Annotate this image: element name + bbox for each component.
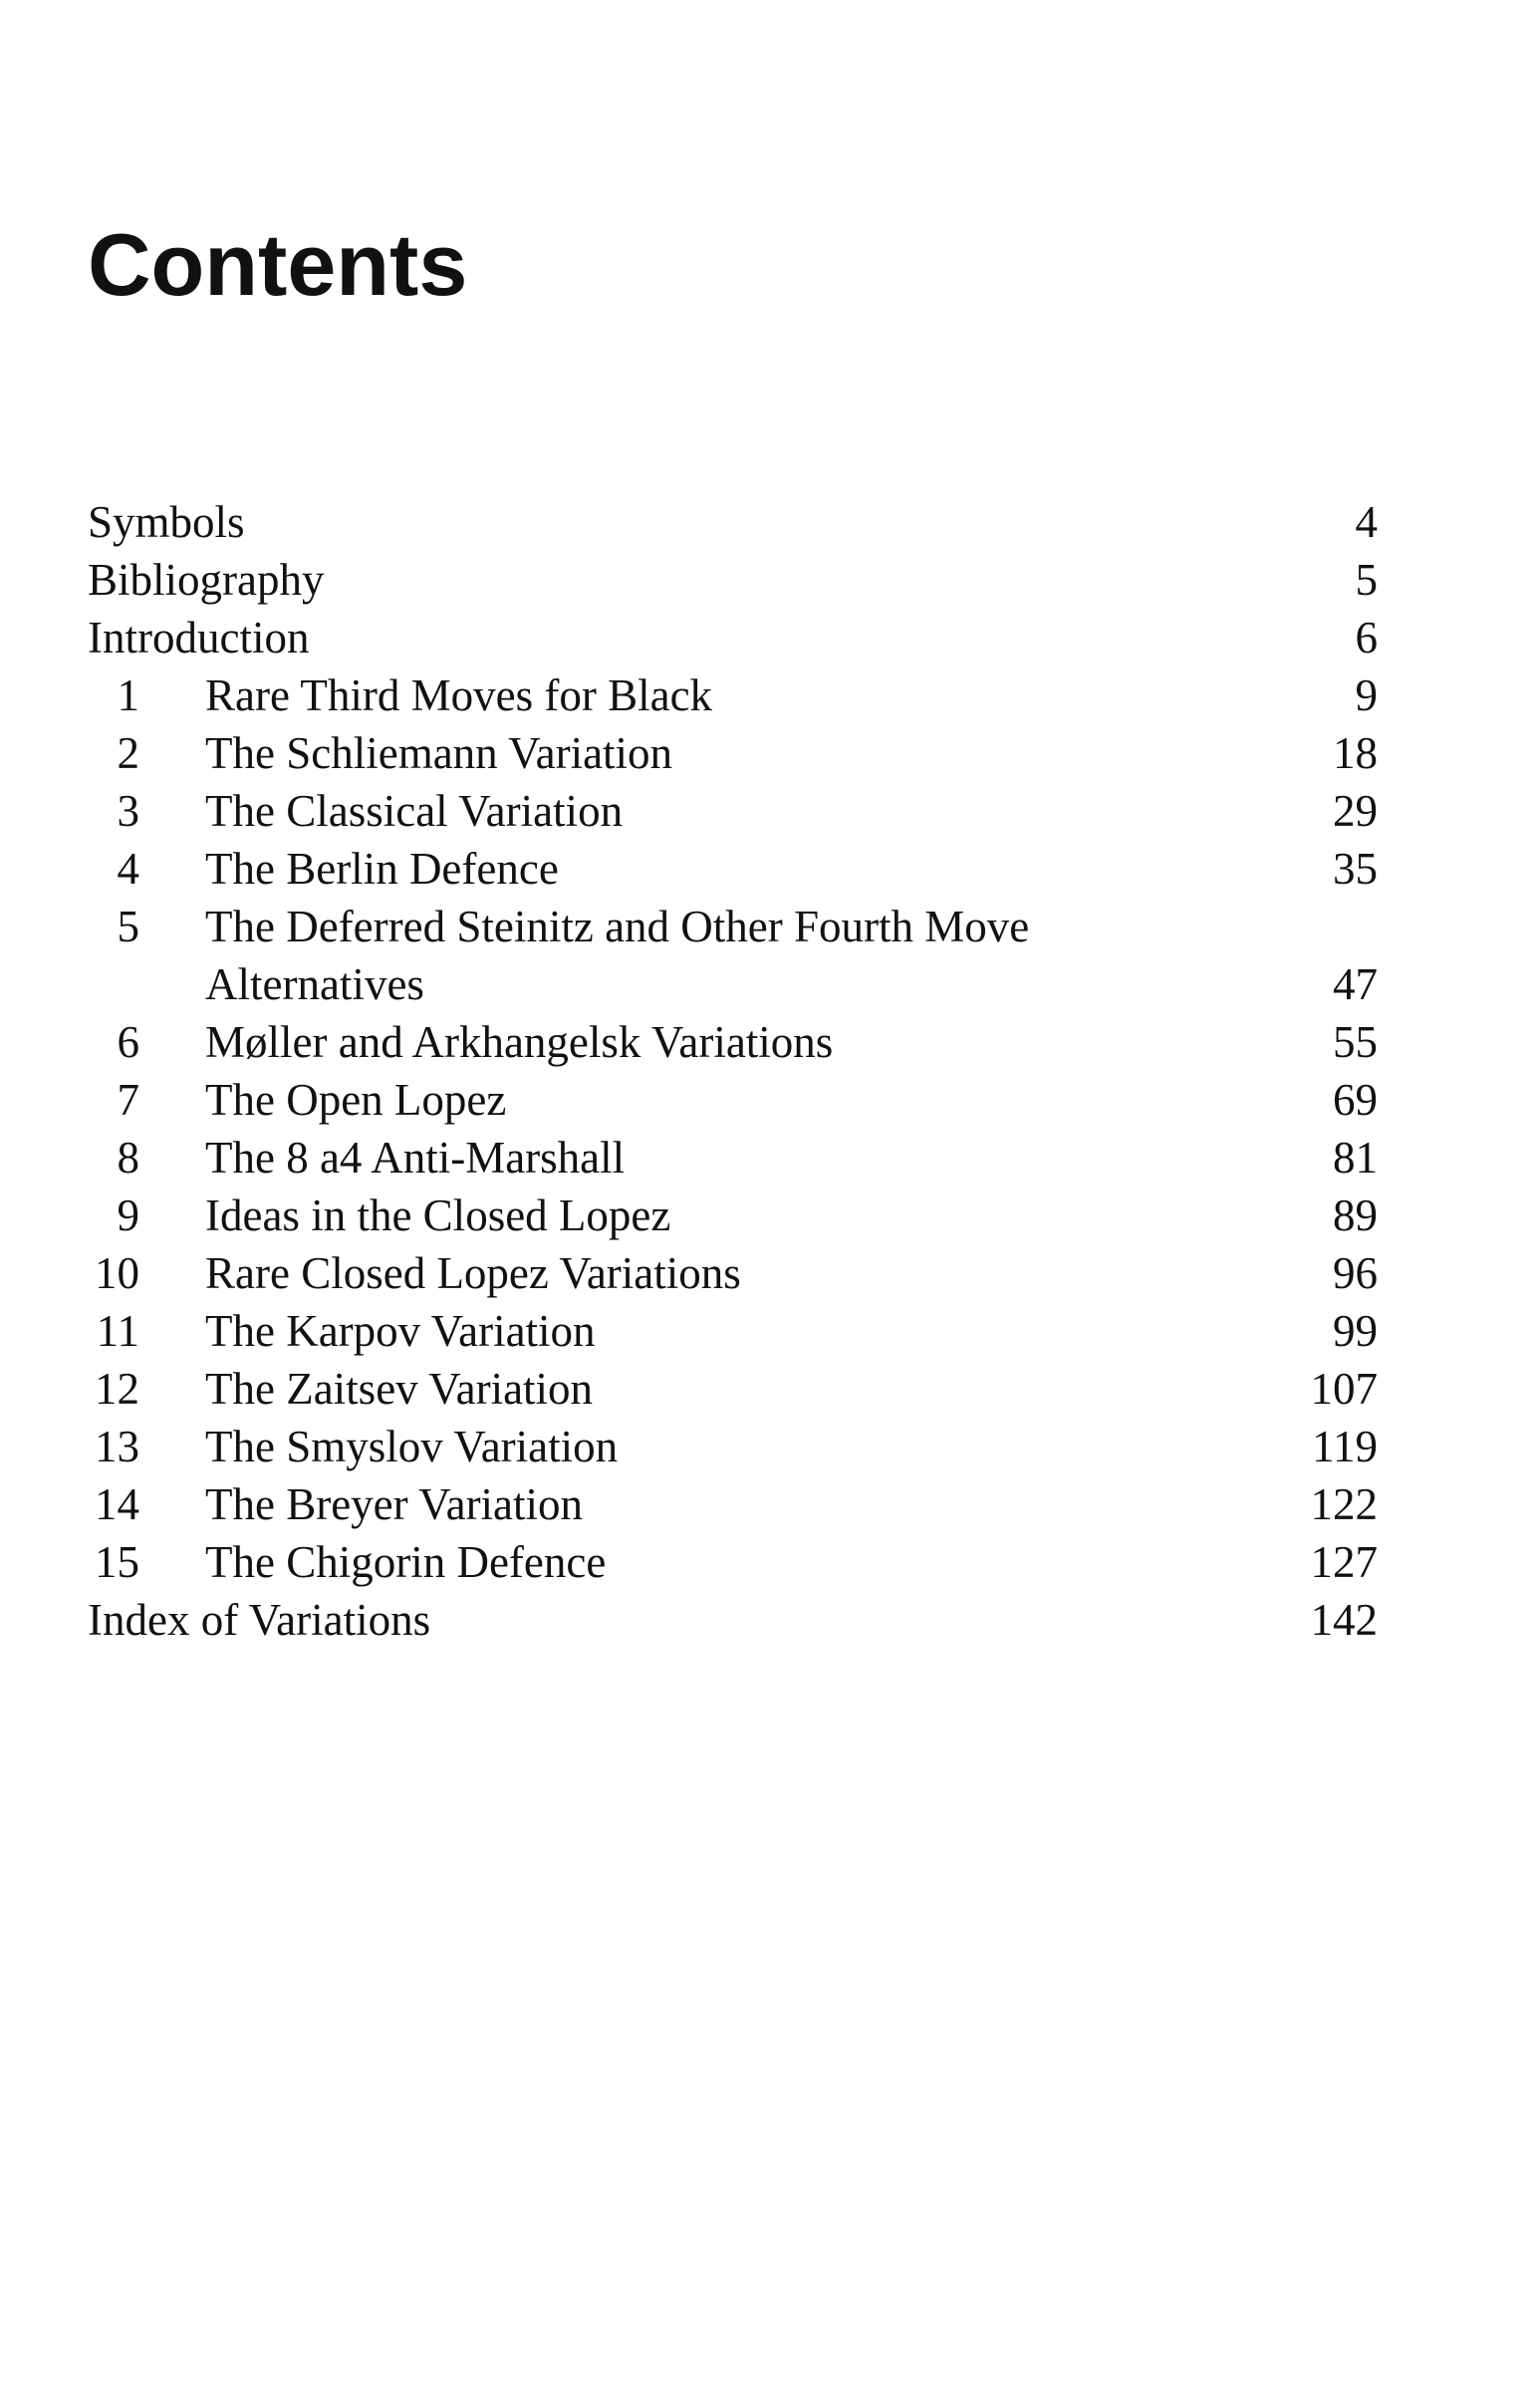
toc-entry-page: 5 [1355, 555, 1378, 605]
chapter-number: 3 [117, 786, 139, 836]
chapter-title: Rare Closed Lopez Variations [205, 1248, 741, 1298]
chapter-page: 35 [1333, 844, 1378, 894]
chapter-number: 6 [117, 1017, 139, 1067]
toc-chapter-1[interactable] [88, 666, 1378, 724]
toc-chapter-8[interactable] [88, 1129, 1378, 1187]
toc-entry-bibliography[interactable] [88, 551, 1378, 609]
chapter-page: 96 [1333, 1248, 1378, 1298]
chapter-page: 122 [1310, 1479, 1378, 1529]
chapter-number: 12 [95, 1364, 139, 1414]
chapter-title: The Breyer Variation [205, 1479, 584, 1529]
toc-chapter-4[interactable] [88, 840, 1378, 898]
toc-entry-page: 4 [1355, 497, 1378, 547]
chapter-number: 13 [95, 1422, 139, 1471]
toc-entry-title: Bibliography [88, 555, 325, 605]
toc-entry-title: Symbols [88, 497, 245, 547]
chapter-number: 8 [117, 1133, 139, 1183]
chapter-page: 69 [1333, 1075, 1378, 1125]
chapter-title: The Zaitsev Variation [205, 1364, 594, 1414]
chapter-number: 7 [117, 1075, 139, 1125]
toc-chapter-10[interactable] [88, 1244, 1378, 1302]
chapter-title: The Karpov Variation [205, 1306, 596, 1356]
chapter-number: 14 [95, 1479, 139, 1529]
toc-chapter-13[interactable] [88, 1418, 1378, 1475]
toc-chapter-15[interactable] [88, 1533, 1378, 1591]
chapter-number: 5 [117, 902, 139, 951]
chapter-page: 81 [1333, 1133, 1378, 1183]
chapter-title: The Classical Variation [205, 786, 624, 836]
toc-chapter-3[interactable] [88, 782, 1378, 840]
toc-entry-title: Introduction [88, 613, 310, 662]
chapter-page: 99 [1333, 1306, 1378, 1356]
toc-entry-title: Index of Variations [88, 1595, 431, 1645]
toc-chapter-9[interactable] [88, 1187, 1378, 1244]
chapter-title: The Chigorin Defence [205, 1537, 607, 1587]
toc-chapter-2[interactable] [88, 724, 1378, 782]
chapter-number: 2 [117, 728, 139, 778]
chapter-number: 15 [95, 1537, 139, 1587]
chapter-page: 9 [1355, 670, 1378, 720]
chapter-title: The Smyslov Variation [205, 1422, 619, 1471]
toc-chapter-6[interactable] [88, 1013, 1378, 1071]
toc-chapter-14[interactable] [88, 1475, 1378, 1533]
toc-entry-introduction[interactable] [88, 609, 1378, 666]
chapter-number: 11 [96, 1306, 139, 1356]
chapter-page: 18 [1333, 728, 1378, 778]
chapter-page: 89 [1333, 1190, 1378, 1240]
chapter-title: Møller and Arkhangelsk Variations [205, 1017, 834, 1067]
toc-entry-index[interactable] [88, 1591, 1378, 1649]
chapter-page: 55 [1333, 1017, 1378, 1067]
page-title: Contents [88, 215, 468, 314]
table-of-contents [88, 493, 1378, 1649]
chapter-title: Ideas in the Closed Lopez [205, 1190, 671, 1240]
chapter-title: The 8 a4 Anti-Marshall [205, 1133, 626, 1183]
chapter-title: The Schliemann Variation [205, 728, 673, 778]
toc-chapter-5[interactable] [88, 898, 1378, 1013]
chapter-number: 4 [117, 844, 139, 894]
chapter-page: 127 [1310, 1537, 1378, 1587]
chapter-number: 9 [117, 1190, 139, 1240]
chapter-page: 47 [1333, 959, 1378, 1009]
chapter-page: 119 [1312, 1422, 1378, 1471]
toc-entry-symbols[interactable] [88, 493, 1378, 551]
toc-entry-page: 142 [1310, 1595, 1378, 1645]
chapter-title: The Deferred Steinitz and Other Fourth Move Alternatives [205, 902, 1030, 1009]
chapter-number: 1 [117, 670, 139, 720]
toc-chapter-12[interactable] [88, 1360, 1378, 1418]
chapter-page: 107 [1310, 1364, 1378, 1414]
chapter-title: The Open Lopez [205, 1075, 507, 1125]
chapter-title: Rare Third Moves for Black [205, 670, 713, 720]
toc-chapter-7[interactable] [88, 1071, 1378, 1129]
toc-entry-page: 6 [1355, 613, 1378, 662]
chapter-page: 29 [1333, 786, 1378, 836]
chapter-title: The Berlin Defence [205, 844, 559, 894]
toc-chapter-11[interactable] [88, 1302, 1378, 1360]
chapter-number: 10 [95, 1248, 139, 1298]
